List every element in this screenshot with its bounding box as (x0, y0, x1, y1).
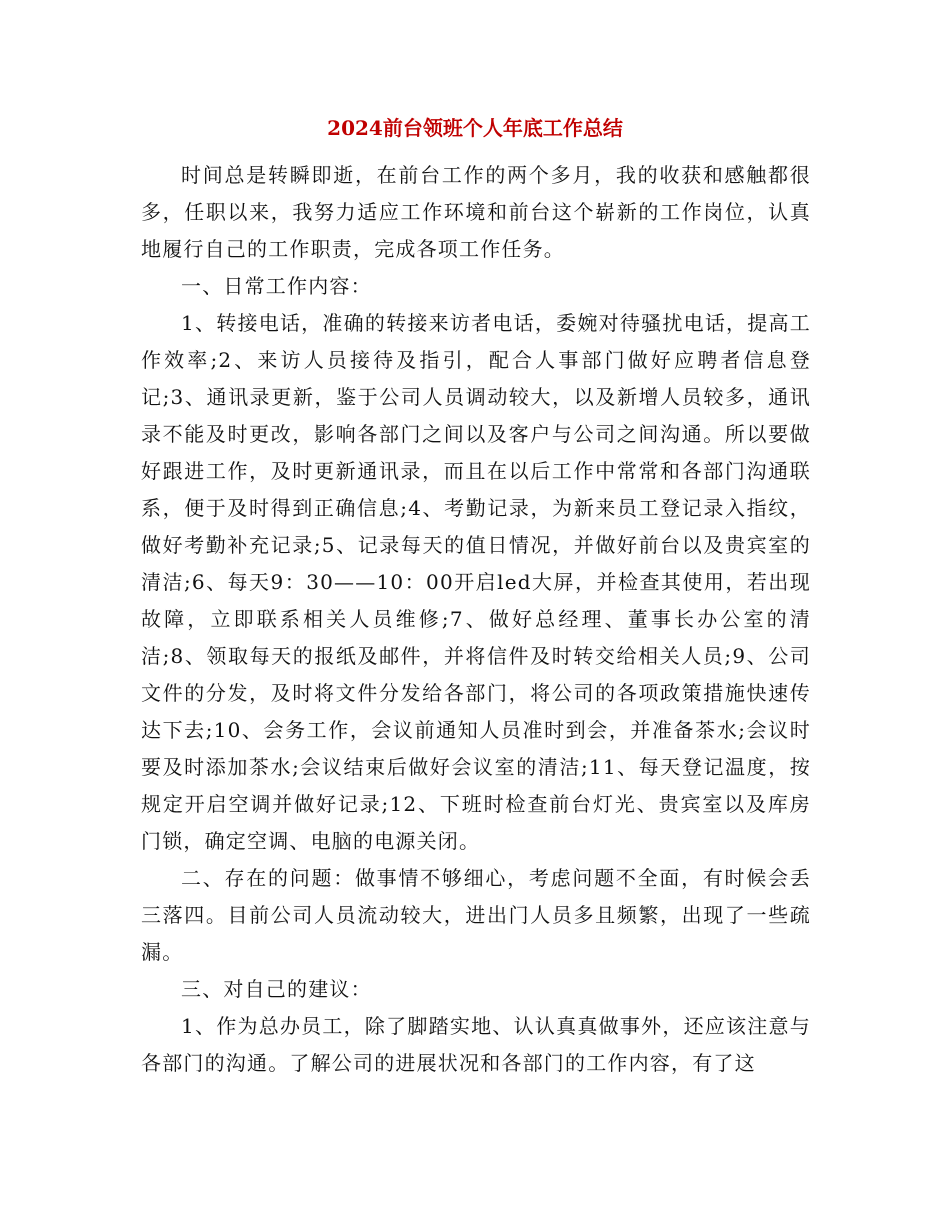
heading-daily-work: 一、日常工作内容： (181, 274, 372, 298)
paragraph-problems: 二、存在的问题：做事情不够细心，考虑问题不全面，有时候会丢三落四。目前公司人员流动较大，进出门人员多且频繁，出现了一些疏漏。 (141, 866, 811, 964)
heading-suggestions: 三、对自己的建议： (181, 977, 372, 1001)
document-body (141, 157, 811, 1082)
paragraph-daily-work-items: 1、转接电话，准确的转接来访者电话，委婉对待骚扰电话，提高工作效率;2、来访人员接待及指引，配合人事部门做好应聘者信息登记;3、通讯录更新，鉴于公司人员调动较大，以及新增人员较多，通讯录不能及时更改，影响各部门之间以及客户与公司之间沟通。所以要做好跟进工作，及时更新通讯录，而且在以后工作中常常和各部门沟通联系，便于及时得到正确信息;4、考勤记录，为新来员工登记录入指纹，做好考勤补充记录;5、记录每天的值日情况，并做好前台以及贵宾室的清洁;6、每天9：30——10：00开启led大屏，并检查其使用，若出现故障，立即联系相关人员维修;7、做好总经理、董事长办公室的清洁;8、领取每天的报纸及邮件，并将信件及时转交给相关人员;9、公司文件的分发，及时将文件分发给各部门，将公司的各项政策措施快速传达下去;10、会务工作，会议前通知人员准时到会，并准备茶水;会议时要及时添加茶水;会议结束后做好会议室的清洁;11、每天登记温度，按规定开启空调并做好记录;12、下班时检查前台灯光、贵宾室以及库房门锁，确定空调、电脑的电源关闭。 (141, 311, 811, 853)
paragraph-intro: 时间总是转瞬即逝，在前台工作的两个多月，我的收获和感触都很多，任职以来，我努力适应工作环境和前台这个崭新的工作岗位，认真地履行自己的工作职责，完成各项工作任务。 (141, 163, 811, 261)
document-title: 2024前台领班个人年底工作总结 (327, 116, 623, 140)
paragraph-suggestion-1: 1、作为总办员工，除了脚踏实地、认认真真做事外，还应该注意与各部门的沟通。了解公司的进展状况和各部门的工作内容，有了这 (141, 1014, 811, 1075)
